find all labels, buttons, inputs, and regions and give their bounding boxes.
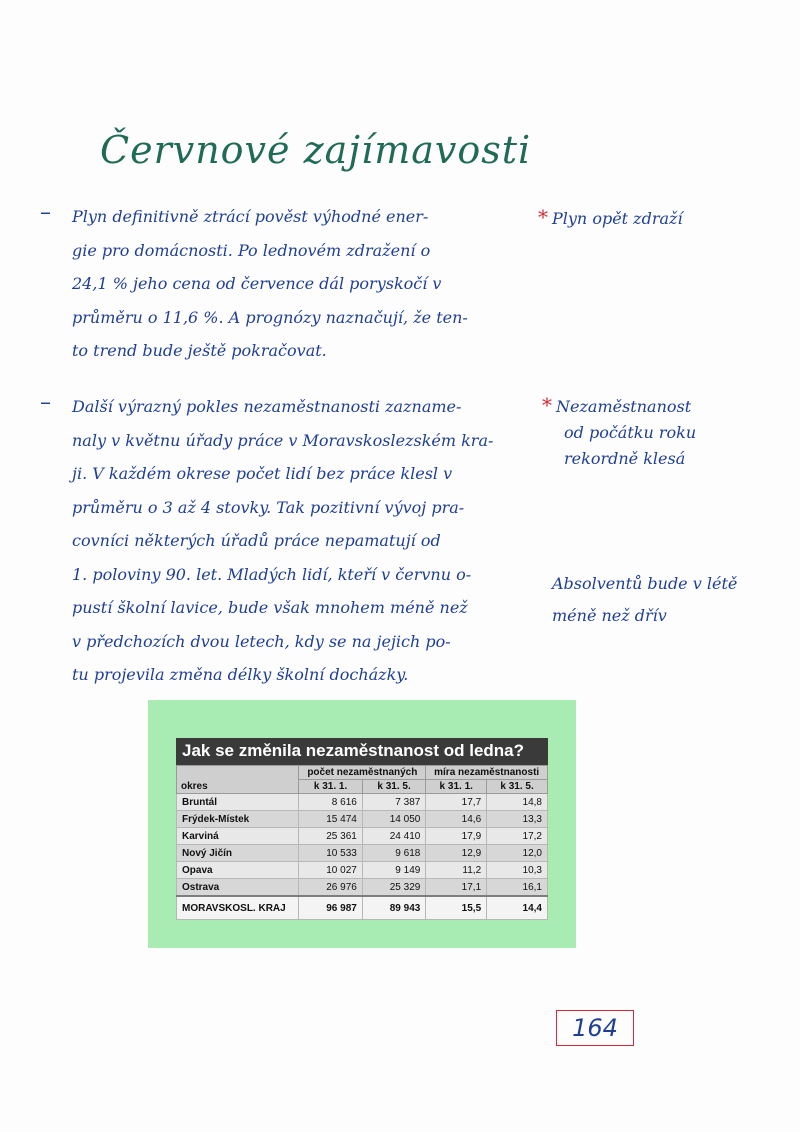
note-line: rekordně klesá [564,449,686,468]
subheader: k 31. 5. [362,780,426,794]
asterisk-icon: * [542,393,552,417]
paragraph-line: pustí školní lavice, bude však mnohem méně než [72,598,468,617]
table-cell: 26 976 [299,879,362,897]
table-cell: 9 618 [362,845,426,862]
paragraph-line: ji. V každém okrese počet lidí bez práce klesl v [72,464,453,483]
page-title: Červnové zajímavosti [100,128,532,172]
subheader: k 31. 1. [426,780,487,794]
table-cell: 15,5 [426,896,487,920]
table-cell: 10 027 [299,862,362,879]
table-cell: 17,7 [426,794,487,811]
table-cell: 14,8 [487,794,548,811]
subheader: k 31. 1. [299,780,362,794]
table-total-row [177,896,548,920]
margin-note-graduates [552,568,737,632]
column-group-rate: míra nezaměstnanosti [426,766,548,780]
note-line: Plyn opět zdraží [552,209,683,228]
table-cell: Karviná [177,828,299,845]
table-row [177,828,548,845]
table-cell: 14 050 [362,811,426,828]
unemployment-table [176,738,548,920]
table-cell: 25 361 [299,828,362,845]
table-cell: 11,2 [426,862,487,879]
table-cell: 15 474 [299,811,362,828]
bullet-dash: – [40,200,51,225]
table-cell: Opava [177,862,299,879]
paragraph-line: covníci některých úřadů práce nepamatují od [72,531,441,550]
table-cell: 8 616 [299,794,362,811]
column-header-okres: okres [177,766,299,794]
table-cell: 13,3 [487,811,548,828]
margin-note-gas [538,204,683,232]
table-cell: 25 329 [362,879,426,897]
note-line: méně než dřív [552,606,667,625]
note-line: od počátku roku [564,423,697,442]
table-title: Jak se změnila nezaměstnanost od ledna? [176,738,548,765]
asterisk-icon: * [538,205,548,229]
table-cell: Nový Jičín [177,845,299,862]
table-row [177,811,548,828]
paragraph-line: Plyn definitivně ztrácí pověst výhodné ener- [72,207,429,226]
table-cell: Ostrava [177,879,299,897]
paragraph-line: naly v květnu úřady práce v Moravskoslezském kra- [72,430,494,450]
paragraph-line: Další výrazný pokles nezaměstnanosti zazname- [72,397,462,416]
table-cell: 17,2 [487,828,548,845]
table-cell: 9 149 [362,862,426,879]
bullet-dash: – [40,390,51,415]
paragraph-line: 24,1 % jeho cena od července dál poryskočí v [72,274,442,293]
margin-note-unemployment [542,392,696,472]
table-cell: 14,4 [487,896,548,920]
table-cell: 12,9 [426,845,487,862]
table-cell: 89 943 [362,896,426,920]
table-row [177,879,548,897]
paragraph-line: tu projevila změna délky školní docházky. [72,665,409,684]
table-cell: Bruntál [177,794,299,811]
paragraph-line: v předchozích dvou letech, kdy se na jejich po- [72,631,451,651]
table-row [177,862,548,879]
note-line: Absolventů bude v létě [552,574,738,593]
table-cell: Frýdek-Místek [177,811,299,828]
subheader: k 31. 5. [487,780,548,794]
table-cell: MORAVSKOSL. KRAJ [177,896,299,920]
newspaper-clipping [148,700,576,948]
table-cell: 12,0 [487,845,548,862]
table-cell: 7 387 [362,794,426,811]
table-cell: 10,3 [487,862,548,879]
paragraph-line: průměru o 11,6 %. A prognózy naznačují, že ten- [72,307,468,327]
table-cell: 17,1 [426,879,487,897]
table-cell: 16,1 [487,879,548,897]
column-group-count: počet nezaměstnaných [299,766,426,780]
table-cell: 10 533 [299,845,362,862]
page-number: 164 [556,1010,634,1046]
table-cell: 96 987 [299,896,362,920]
paragraph-line: to trend bude ještě pokračovat. [72,341,327,360]
table-cell: 17,9 [426,828,487,845]
table-cell: 14,6 [426,811,487,828]
table-row [177,794,548,811]
paragraph-gas [72,200,468,368]
paragraph-line: průměru o 3 až 4 stovky. Tak pozitivní vývoj pra- [72,497,465,517]
paragraph-line: gie pro domácnosti. Po lednovém zdražení o [72,240,431,260]
note-line: Nezaměstnanost [556,397,692,416]
paragraph-unemployment [72,390,493,692]
table-cell: 24 410 [362,828,426,845]
paragraph-line: 1. poloviny 90. let. Mladých lidí, kteří v červnu o- [72,564,472,584]
table-row [177,845,548,862]
